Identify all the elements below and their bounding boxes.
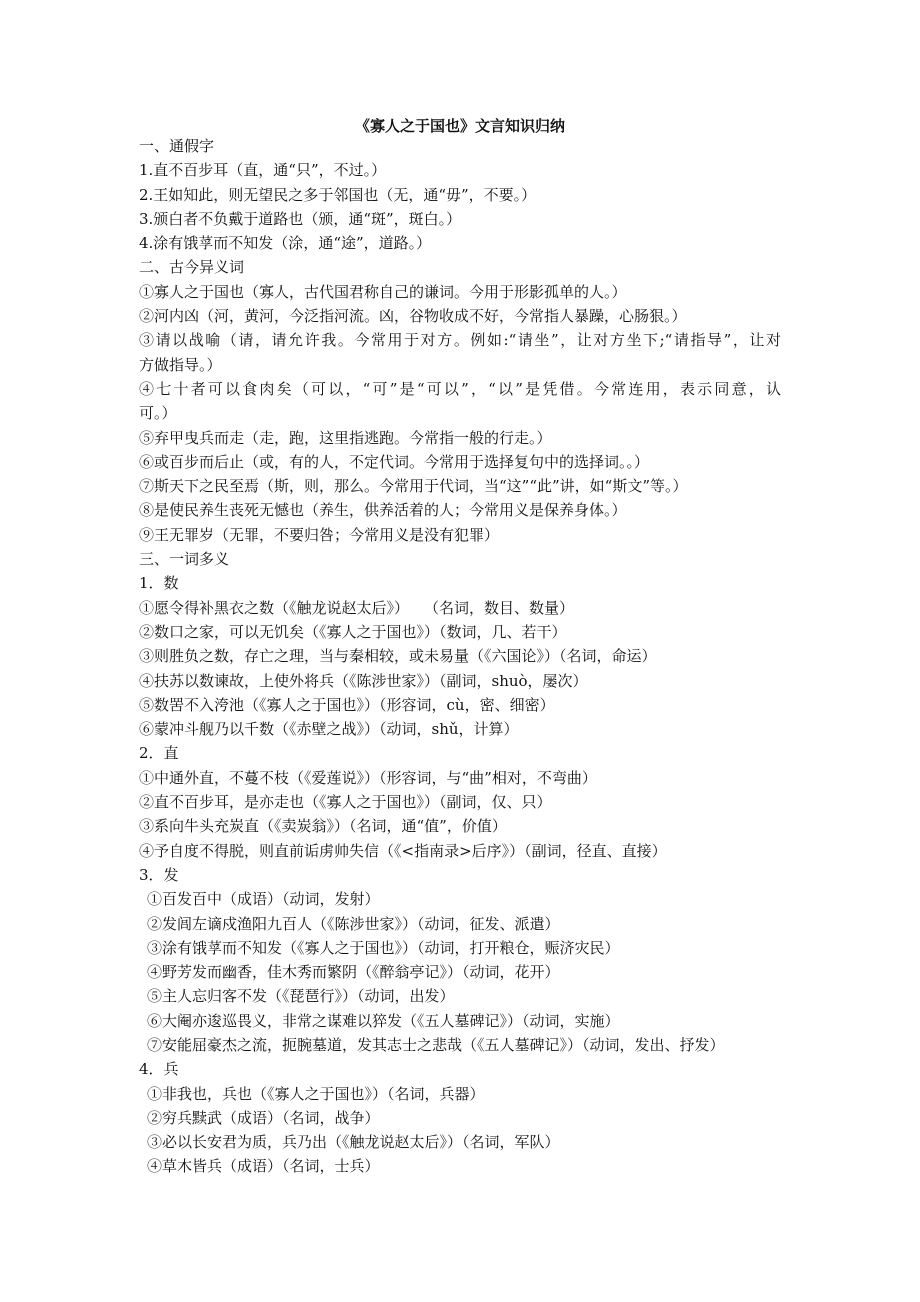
- text-line: ④予自度不得脱，则直前诟虏帅失信（《<指南录>后序》）（副词，径直、直接）: [139, 841, 667, 860]
- text-line: 4．兵: [139, 1060, 179, 1079]
- text-line: ②穷兵黩武（成语）（名词，战争）: [147, 1108, 380, 1127]
- text-line: ④七十者可以食肉矣（可以，“可”是“可以”，“以”是凭借。今常连用，表示同意，认: [139, 379, 781, 398]
- text-line: 方做指导。）: [139, 355, 222, 374]
- text-line: ⑥蒙冲斗舰乃以千数（《赤壁之战》）（动词，shǔ，计算）: [139, 720, 519, 739]
- text-line: ③则胜负之数，存亡之理，当与秦相较，或未易量（《六国论》）（名词，命运）: [139, 647, 657, 666]
- text-line: ①愿令得补黑衣之数（《触龙说赵太后》） （名词，数目、数量）: [139, 598, 575, 617]
- document-body: [139, 134, 781, 1179]
- text-line: ④草木皆兵（成语）（名词，士兵）: [147, 1157, 380, 1176]
- text-line: ②直不百步耳，是亦走也（《寡人之于国也》）（副词，仅、只）: [139, 793, 552, 812]
- text-line: 3．发: [139, 865, 179, 884]
- text-line: ⑦安能屈豪杰之流，扼腕墓道，发其志士之悲哉（《五人墓碑记》）（动词，发出、抒发）: [147, 1035, 725, 1054]
- text-line: ④扶苏以数谏故，上使外将兵（《陈涉世家》）（副词，shuò，屡次）: [139, 671, 588, 690]
- text-line: 一、通假字: [139, 137, 215, 155]
- text-line: ⑧是使民养生丧死无憾也（养生，供养活着的人；今常用义是保养身体。）: [139, 501, 627, 520]
- text-line: ③请以战喻（请，请允许我。今常用于对方。例如:“请坐”，让对方坐下;“请指导”，让对: [139, 331, 781, 350]
- text-line: ①百发百中（成语）（动词，发射）: [147, 890, 380, 909]
- text-line: ③涂有饿莩而不知发（《寡人之于国也》）（动词，打开粮仓，赈济灾民）: [147, 938, 620, 957]
- text-line: ②河内凶（河，黄河，今泛指河流。凶，谷物收成不好，今常指人暴躁，心肠狠。）: [139, 307, 687, 326]
- text-line: ①寡人之于国也（寡人，古代国君称自己的谦词。今用于形影孤单的人。）: [139, 282, 627, 301]
- text-line: ⑥或百步而后止（或，有的人，不定代词。今常用于选择复句中的选择词。。）: [139, 452, 650, 471]
- text-line: 2.王如知此，则无望民之多于邻国也（无，通“毋”，不要。）: [139, 185, 537, 204]
- text-line: 3.颁白者不负戴于道路也（颁，通“斑”，斑白。）: [139, 209, 462, 228]
- text-line: ⑨王无罪岁（无罪，不要归咎；今常用义是没有犯罪）: [139, 525, 500, 544]
- text-line: ③必以长安君为质，兵乃出（《触龙说赵太后》）（名词，军队）: [147, 1133, 560, 1152]
- text-line: 4.涂有饿莩而不知发（涂，通“途”，道路。）: [139, 234, 432, 253]
- text-line: 2．直: [139, 744, 179, 763]
- text-line: ①非我也，兵也（《寡人之于国也》）（名词，兵器）: [147, 1084, 485, 1103]
- text-line: ⑥大阉亦逡巡畏义，非常之谋难以猝发（《五人墓碑记》）（动词，实施）: [147, 1011, 620, 1030]
- text-line: 1．数: [139, 574, 179, 593]
- text-line: ⑦斯天下之民至焉（斯，则，那么。今常用于代词，当“这”“此”讲，如“斯文”等。）: [139, 477, 688, 496]
- text-line: 三、一词多义: [139, 550, 230, 569]
- text-line: ④野芳发而幽香，佳木秀而繁阴（《醉翁亭记》）（动词，花开）: [147, 963, 560, 982]
- text-line: ⑤弃甲曳兵而走（走，跑，这里指逃跑。今常指一般的行走。）: [139, 428, 552, 447]
- text-line: ③系向牛头充炭直（《卖炭翁》）（名词，通“值”，价值）: [139, 817, 507, 836]
- text-line: 1.直不百步耳（直，通“只”，不过。）: [139, 161, 387, 180]
- text-line: ⑤主人忘归客不发（《琵琶行》）（动词，出发）: [147, 987, 455, 1006]
- document-title: 《寡人之于国也》文言知识归纳: [354, 117, 565, 135]
- text-line: 可。）: [139, 404, 177, 423]
- text-line: ②数口之家，可以无饥矣（《寡人之于国也》）（数词，几、若干）: [139, 622, 567, 641]
- text-line: 二、古今异义词: [139, 258, 245, 277]
- text-line: ②发闾左谪戍渔阳九百人（《陈涉世家》）（动词，征发、派遣）: [147, 914, 560, 933]
- text-line: ⑤数罟不入洿池（《寡人之于国也》）（形容词，cù，密、细密）: [139, 695, 555, 714]
- text-line: ①中通外直，不蔓不枝（《爱莲说》）（形容词，与“曲”相对，不弯曲）: [139, 768, 597, 787]
